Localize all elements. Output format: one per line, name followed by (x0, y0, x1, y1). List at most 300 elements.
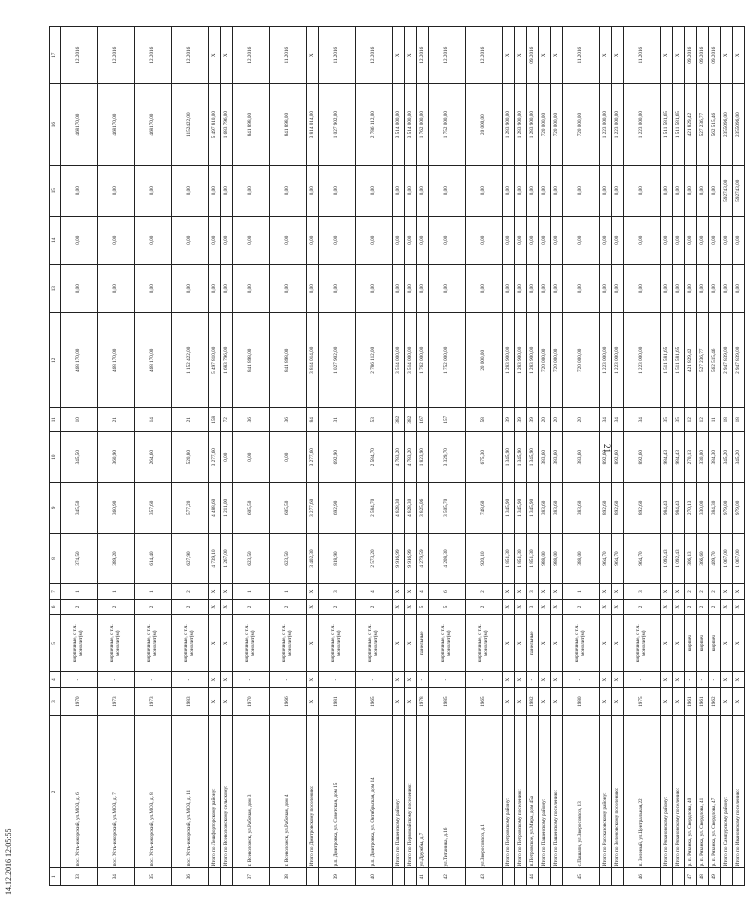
table-cell: Х (600, 615, 612, 672)
table-cell: Итого по Петровскому поселению: (515, 716, 527, 868)
total-row (405, 27, 417, 886)
table-cell: 0,00 (221, 216, 233, 264)
table-cell: 0,00 (527, 216, 539, 264)
table-cell: 0,00 (233, 165, 270, 216)
table-cell: 20 000,00 (466, 84, 503, 165)
table-cell (612, 868, 624, 886)
table-cell: 0,00 (233, 216, 270, 264)
table-cell: 2 (466, 584, 503, 599)
table-cell: 36 (172, 868, 209, 886)
table-cell: 4 (356, 584, 393, 599)
table-cell: 45 (563, 868, 600, 886)
table-cell: 43 (466, 868, 503, 886)
table-cell: 12.2016 (429, 27, 466, 84)
table-cell: 12.2016 (135, 27, 172, 84)
table-cell: 09.2016 (527, 27, 539, 84)
table-cell: 0,00 (673, 165, 685, 216)
table-cell (405, 868, 417, 886)
table-cell: 0,00 (98, 216, 135, 264)
table-cell (221, 868, 233, 886)
table-cell (600, 868, 612, 886)
table-cell: р.п. Дмитровка, ул. Советская, дом 15 (319, 716, 356, 868)
table-cell: кирпичные, с т.ч. монолит(м) (233, 615, 270, 672)
table-cell: 39 (527, 408, 539, 432)
table-cell: 0,00 (527, 264, 539, 312)
table-cell: 9 916,99 (393, 533, 405, 584)
table-cell: 5 (417, 599, 429, 614)
table-cell: 1 (270, 584, 307, 599)
table-cell: 964,70 (624, 533, 661, 584)
table-cell: кирпич (685, 615, 697, 672)
table-cell: 627,90 (172, 533, 209, 584)
registry-table (49, 26, 745, 886)
total-row (417, 27, 429, 886)
table-cell: Х (721, 599, 733, 614)
table-cell: Х (661, 584, 673, 599)
table-cell: - (98, 672, 135, 687)
header-row (50, 27, 61, 886)
table-cell: 2 947 839,00 (733, 313, 745, 408)
table-cell: 468 170,00 (61, 313, 98, 408)
table-cell: 2355096,00 (721, 84, 733, 165)
building-row (135, 27, 172, 886)
table-cell: 468 170,00 (98, 313, 135, 408)
table-cell: 1 (98, 584, 135, 599)
table-cell: 1973 (98, 687, 135, 716)
table-cell: 0,00 (503, 165, 515, 216)
table-cell (661, 868, 673, 886)
table-cell: 4 488,60 (209, 483, 221, 534)
table-cell: Х (721, 615, 733, 672)
table-cell: 20 (563, 408, 600, 432)
table-cell: 0,00 (673, 216, 685, 264)
table-cell: Х (503, 672, 515, 687)
table-cell: 1 223 000,00 (612, 313, 624, 408)
table-cell: 0,00 (270, 264, 307, 312)
table-cell: 12.2016 (61, 27, 98, 84)
table-cell: 12.2016 (98, 27, 135, 84)
table-cell: 1975 (624, 687, 661, 716)
table-cell: Х (673, 615, 685, 672)
table-cell: 2 (563, 599, 600, 614)
table-cell: 345,50 (61, 483, 98, 534)
building-row (429, 27, 466, 886)
table-cell: 345,20 (733, 432, 745, 483)
table-cell: 1 345,90 (503, 432, 515, 483)
table-cell: 0,00 (721, 216, 733, 264)
table-cell: 0,00 (733, 264, 745, 312)
table-cell: 421 829,42 (685, 84, 697, 165)
table-cell: 892,60 (612, 483, 624, 534)
table-cell: 58 (466, 408, 503, 432)
table-cell: 2 (356, 599, 393, 614)
table-cell: Х (209, 584, 221, 599)
table-cell: 3 514 000,00 (405, 313, 417, 408)
table-cell: 264,60 (135, 432, 172, 483)
table-cell: 1 092,43 (661, 533, 673, 584)
table-cell: 0,00 (233, 432, 270, 483)
table-cell: Х (600, 27, 612, 84)
table-cell: 2 (98, 599, 135, 614)
table-cell: 1 345,90 (503, 483, 515, 534)
table-cell: 0,00 (685, 264, 697, 312)
table-cell: 1 067,00 (733, 533, 745, 584)
table-cell: 39 (319, 868, 356, 886)
table-cell: Х (721, 687, 733, 716)
table-cell: Итого по Сампурскому району: (721, 716, 733, 868)
table-cell: 382 (393, 408, 405, 432)
table-cell: 0,00 (209, 165, 221, 216)
table-cell: 20 (551, 408, 563, 432)
total-row (503, 27, 515, 886)
table-cell: 4 (417, 584, 429, 599)
table-cell: 0,00 (661, 216, 673, 264)
table-cell: 0,00 (551, 216, 563, 264)
table-cell: кирпичные, с т.ч. монолит(м) (356, 615, 393, 672)
table-cell: Х (209, 615, 221, 672)
table-cell: 2355096,00 (733, 84, 745, 165)
table-cell: Х (673, 599, 685, 614)
table-cell: 4 208,30 (429, 533, 466, 584)
table-cell: 0,00 (307, 165, 319, 216)
table-cell: Х (405, 687, 417, 716)
column-number: 13 (50, 264, 61, 312)
total-row (515, 27, 527, 886)
table-cell: 383,60 (551, 432, 563, 483)
table-cell: 1 345,90 (527, 432, 539, 483)
table-cell: 0,00 (563, 165, 600, 216)
table-cell: Х (209, 27, 221, 84)
table-cell: 12 (685, 408, 697, 432)
table-cell: 1965 (356, 687, 393, 716)
table-cell: 577,20 (172, 483, 209, 534)
table-cell: 383,60 (539, 432, 551, 483)
table-cell: кирпичные, с т.ч. монолит(м) (98, 615, 135, 672)
table-cell: 49 (709, 868, 721, 886)
table-cell: 9 916,99 (405, 533, 417, 584)
table-cell: 0,00 (600, 264, 612, 312)
table-cell: Х (600, 687, 612, 716)
table-cell: 1 (233, 584, 270, 599)
table-cell: 0,00 (515, 264, 527, 312)
table-cell: 383,60 (551, 483, 563, 534)
table-cell: Итого по Лешфорторскому району: (209, 716, 221, 868)
table-cell: 0,00 (270, 216, 307, 264)
table-cell: 1 345,90 (515, 432, 527, 483)
table-cell: 0,00 (661, 264, 673, 312)
table-cell: 979,00 (733, 483, 745, 534)
total-row (221, 27, 233, 886)
table-cell: 4 828,30 (393, 483, 405, 534)
table-cell: Х (221, 27, 233, 84)
table-cell: 1978 (417, 687, 429, 716)
table-cell: 53 (356, 408, 393, 432)
table-cell: 3 514 000,00 (405, 84, 417, 165)
table-cell: 1980 (563, 687, 600, 716)
table-cell: 3 514 000,00 (393, 84, 405, 165)
table-cell: 0,00 (417, 165, 429, 216)
table-cell: 0,00 (466, 165, 503, 216)
table-cell (209, 868, 221, 886)
table-cell: Итого по Ивановскому поселению: (733, 716, 745, 868)
table-cell: Х (612, 584, 624, 599)
table-cell: Х (221, 599, 233, 614)
building-row (233, 27, 270, 886)
table-cell: 35 (661, 408, 673, 432)
table-cell (503, 868, 515, 886)
table-cell: 09.2016 (685, 27, 697, 84)
table-cell: 1 283 900,00 (527, 84, 539, 165)
table-cell: 720 000,00 (539, 84, 551, 165)
table-cell: Х (661, 687, 673, 716)
table-cell: кирпичные, с т.ч. монолит(м) (270, 615, 307, 672)
building-row (98, 27, 135, 886)
table-cell: 345,20 (721, 432, 733, 483)
table-cell: - (466, 672, 503, 687)
table-cell: Х (612, 672, 624, 687)
table-cell: 39 (515, 408, 527, 432)
table-cell: 592743,00 (721, 165, 733, 216)
table-cell: 11.2016 (270, 27, 307, 84)
table-cell: 270,13 (685, 432, 697, 483)
table-cell: 1965 (466, 687, 503, 716)
total-row (673, 27, 685, 886)
table-cell: 468 170,00 (135, 313, 172, 408)
total-row (393, 27, 405, 886)
table-cell: Х (515, 584, 527, 599)
table-cell: 0,00 (319, 216, 356, 264)
table-cell: 3 825,06 (417, 483, 429, 534)
table-cell: 0,00 (393, 264, 405, 312)
table-cell: Х (661, 672, 673, 687)
table-cell: 0,00 (393, 216, 405, 264)
table-body (61, 27, 745, 886)
table-cell: 0,00 (515, 216, 527, 264)
table-cell: 3 277,60 (209, 432, 221, 483)
building-row (61, 27, 98, 886)
table-cell: 14 (135, 408, 172, 432)
table-cell: Х (503, 27, 515, 84)
table-cell: 421 829,42 (685, 313, 697, 408)
table-cell: панельные (527, 615, 539, 672)
table-cell: 0,00 (466, 216, 503, 264)
table-cell: Итого по Петровскому району: (503, 716, 515, 868)
table-cell: Х (733, 615, 745, 672)
table-cell: 841 898,00 (270, 313, 307, 408)
table-cell: 1 762 000,00 (417, 84, 429, 165)
table-cell: 0,00 (515, 165, 527, 216)
table-cell: 1 152 422,00 (172, 313, 209, 408)
table-cell: Итого по Дмитровскому поселению: (307, 716, 319, 868)
table-cell: 0,00 (356, 165, 393, 216)
table-cell: 984,43 (673, 432, 685, 483)
table-cell: 0,00 (429, 264, 466, 312)
table-cell: 357,60 (135, 483, 172, 534)
table-cell: Х (307, 687, 319, 716)
table-cell: 4 783,20 (393, 432, 405, 483)
table-cell: кирпичные, с т.ч. монолит(м) (172, 615, 209, 672)
table-cell: 720 000,00 (563, 84, 600, 165)
table-cell: 0,00 (600, 165, 612, 216)
table-cell: 1 267,00 (221, 533, 233, 584)
table-cell: Х (405, 672, 417, 687)
table-cell: 1 511 581,65 (661, 84, 673, 165)
table-cell: Х (733, 687, 745, 716)
table-cell: 1970 (61, 687, 98, 716)
table-cell: 1 283 900,00 (515, 84, 527, 165)
column-number: 7 (50, 584, 61, 599)
table-cell: 623,50 (270, 533, 307, 584)
table-cell: 0,00 (233, 264, 270, 312)
timestamp: 14.12.2016 12:05:55 (4, 828, 13, 895)
table-cell: 0,00 (135, 264, 172, 312)
table-cell: 2 (270, 599, 307, 614)
table-cell: р. п. Рязанка, ул. Свердлова, 40 (685, 716, 697, 868)
table-cell: 158 (209, 408, 221, 432)
table-cell: 1961 (697, 687, 709, 716)
total-row (612, 27, 624, 886)
table-cell: Х (661, 599, 673, 614)
table-cell: 1 067,00 (721, 533, 733, 584)
table-cell: 979,00 (721, 483, 733, 534)
table-cell: 6 (429, 584, 466, 599)
table-cell: р. п. Рязанка, ул. Свердлова, 41 (697, 716, 709, 868)
table-cell: Х (307, 615, 319, 672)
table-cell: п. Зеленый, ул.Центральная,22 (624, 716, 661, 868)
table-cell: 1 345,90 (515, 483, 527, 534)
column-number: 15 (50, 165, 61, 216)
table-cell: 0,00 (172, 264, 209, 312)
table-cell: 360,90 (98, 432, 135, 483)
table-cell: Итого по Рассказовскому району: (600, 716, 612, 868)
table-cell: кирпичные, с т.ч. монолит(м) (563, 615, 600, 672)
table-cell: 1 823,90 (417, 432, 429, 483)
table-cell: 964,70 (600, 533, 612, 584)
building-row (319, 27, 356, 886)
table-cell: 2 (319, 599, 356, 614)
table-cell: 157 (429, 408, 466, 432)
table-cell: 841 898,00 (233, 84, 270, 165)
table-cell: 0,00 (356, 216, 393, 264)
table-cell: 988,00 (551, 533, 563, 584)
table-cell: Х (221, 584, 233, 599)
table-cell: 2 (172, 599, 209, 614)
table-cell: Итого по Пашенскому поселению: (551, 716, 563, 868)
table-cell: - (709, 672, 721, 687)
table-cell: - (270, 672, 307, 687)
table-cell: Х (673, 687, 685, 716)
table-cell: 3 277,60 (307, 483, 319, 534)
table-cell: пос. Усть-ижорский, ул.МОЗ, д. 7 (98, 716, 135, 868)
table-cell: 0,00 (221, 264, 233, 312)
table-cell: кирпичные, с т.ч. монолит(м) (319, 615, 356, 672)
table-cell: 35 (135, 868, 172, 886)
table-cell: Х (221, 615, 233, 672)
table-cell: 2 (466, 599, 503, 614)
table-cell: Х (721, 584, 733, 599)
table-cell: Х (539, 599, 551, 614)
table-cell: 0,00 (563, 216, 600, 264)
table-cell: 0,00 (503, 264, 515, 312)
table-cell: 964,70 (612, 533, 624, 584)
column-number: 1 (50, 868, 61, 886)
table-cell: 0,00 (527, 165, 539, 216)
table-cell: 2 (61, 599, 98, 614)
table-cell: ул.Зверосовхоз, д.1 (466, 716, 503, 868)
table-cell: 1970 (233, 687, 270, 716)
table-cell: 1983 (172, 687, 209, 716)
table-cell: г. Всеволожск, ул.Рабочая, дом 4 (270, 716, 307, 868)
table-cell: - (429, 672, 466, 687)
table-cell: 0,00 (709, 165, 721, 216)
table-cell: 12.2016 (466, 27, 503, 84)
table-cell: 1 851,30 (503, 533, 515, 584)
table-cell: 0,00 (503, 216, 515, 264)
table-cell: 1152422,00 (172, 84, 209, 165)
table-cell: 34 (600, 408, 612, 432)
table-cell: 1 683 796,00 (221, 313, 233, 408)
table-cell: 0,00 (563, 264, 600, 312)
table-cell: - (697, 672, 709, 687)
table-cell: Х (209, 687, 221, 716)
table-cell: 520,80 (172, 432, 209, 483)
table-cell: 0,00 (624, 165, 661, 216)
building-row (270, 27, 307, 886)
table-cell: 0,00 (551, 264, 563, 312)
table-cell: 12.2016 (172, 27, 209, 84)
table-cell: Х (503, 615, 515, 672)
table-cell: 0,00 (429, 216, 466, 264)
page-number: 21 (602, 444, 612, 453)
table-cell: 527 236,77 (697, 84, 709, 165)
table-cell: Итого по Всеволожскому сельскому: (221, 716, 233, 868)
table-cell: 3 (624, 584, 661, 599)
table-cell: 09.2016 (709, 27, 721, 84)
table-cell: 0,00 (612, 216, 624, 264)
column-number: 14 (50, 216, 61, 264)
table-cell: 0,00 (539, 264, 551, 312)
table-cell: 1 752 000,00 (429, 313, 466, 408)
table-cell: Х (721, 27, 733, 84)
table-cell: Х (551, 584, 563, 599)
table-cell: 0,00 (61, 165, 98, 216)
table-cell: 1 683 796,00 (221, 84, 233, 165)
total-row (661, 27, 673, 886)
table-cell: 2 584,70 (356, 432, 393, 483)
table-cell: 0,00 (209, 216, 221, 264)
table-cell: 330,00 (697, 483, 709, 534)
column-number: 17 (50, 27, 61, 84)
table-cell: - (172, 672, 209, 687)
table-cell: 1 223 000,00 (624, 84, 661, 165)
table-cell: Х (307, 672, 319, 687)
table-cell: Х (612, 687, 624, 716)
table-cell: 1 851,30 (515, 533, 527, 584)
table-cell: 2 (709, 599, 721, 614)
table-cell: 0,00 (61, 264, 98, 312)
table-cell: 34 (624, 408, 661, 432)
table-cell: 1 027 902,00 (319, 84, 356, 165)
table-cell: 720 000,00 (551, 84, 563, 165)
table-cell: 0,00 (697, 165, 709, 216)
table-cell: Х (612, 599, 624, 614)
table-cell: 35 (673, 408, 685, 432)
table-cell: 3 (319, 584, 356, 599)
table-cell: Итого по Зеленовскому поселению: (612, 716, 624, 868)
table-cell: 1 (135, 584, 172, 599)
table-cell: Х (673, 584, 685, 599)
table-cell: 605,50 (233, 483, 270, 534)
